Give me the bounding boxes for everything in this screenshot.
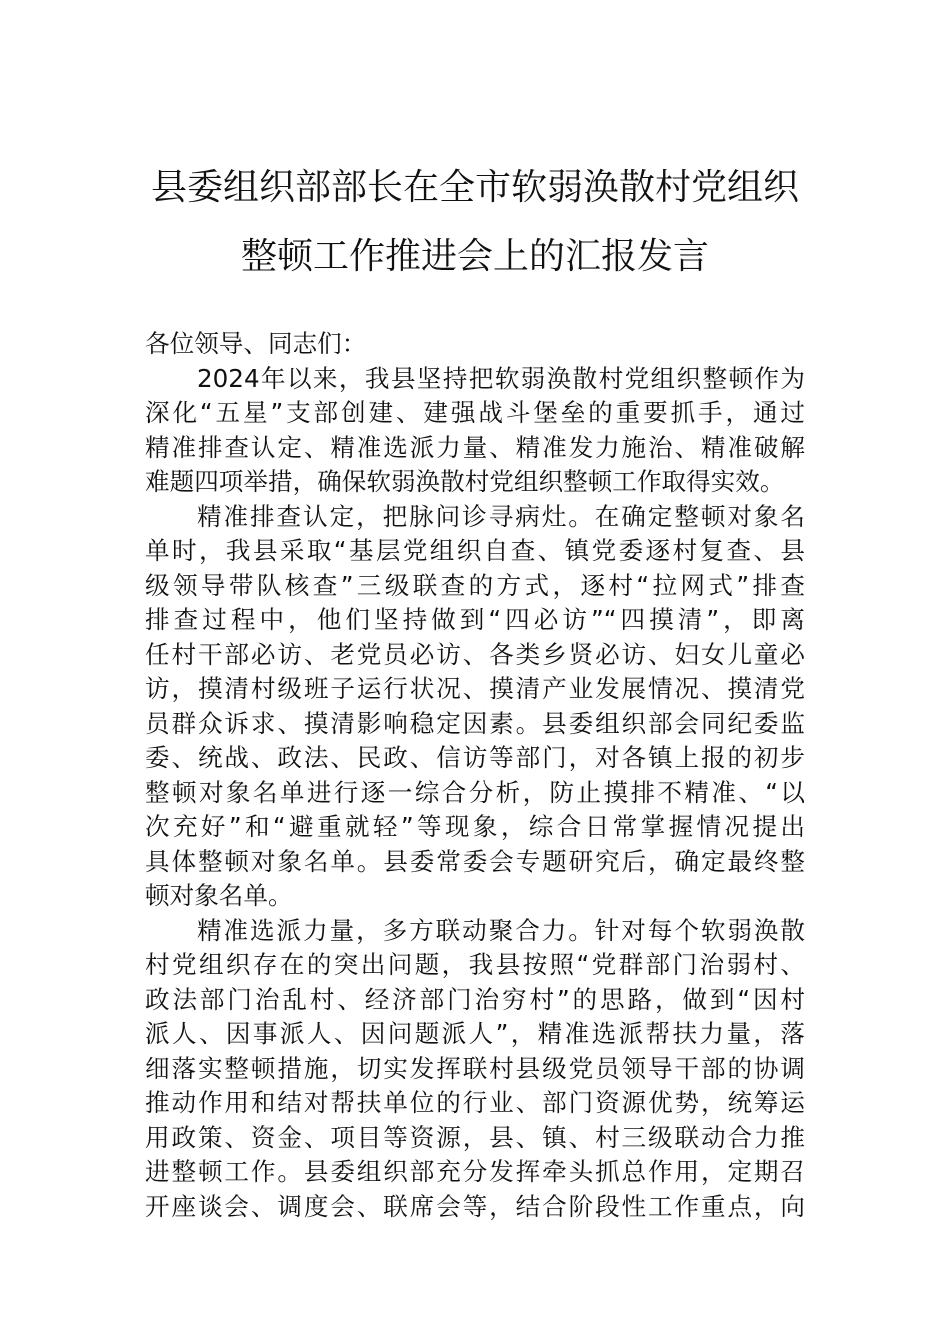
body-text-line: 精准排查认定、精准选派力量、精准发力施治、精准破解: [145, 432, 805, 462]
document-title-line-1: 县委组织部部长在全市软弱涣散村党组织: [150, 167, 799, 208]
body-text-line: 推动作用和结对帮扶单位的行业、部门资源优势，统筹运: [145, 1088, 805, 1117]
body-text-line: 用政策、资金、项目等资源，县、镇、村三级联动合力推: [145, 1122, 805, 1152]
body-text-line: 顿对象名单。: [145, 881, 293, 910]
body-text-line: 委、统战、政法、民政、信访等部门，对各镇上报的初步: [145, 743, 805, 772]
body-text-line: 任村干部必访、老党员必访、各类乡贤必访、妇女儿童必: [145, 639, 805, 669]
body-text-line: 级领导带队核查”三级联查的方式，逐村“拉网式”排查: [145, 570, 805, 600]
document-body: [145, 327, 805, 1224]
body-text-line: 精准选派力量，多方联动聚合力。针对每个软弱涣散: [197, 915, 805, 945]
body-text-line: 排查过程中，他们坚持做到“四必访”“四摸清”，即离: [145, 605, 805, 634]
body-text-line: 开座谈会、调度会、联席会等，结合阶段性工作重点，向: [145, 1191, 805, 1221]
body-text-line: 派人、因事派人、因问题派人”，精准选派帮扶力量，落: [145, 1019, 805, 1048]
body-text-line: 细落实整顿措施，切实发挥联村县级党员领导干部的协调: [145, 1053, 805, 1083]
body-text-line: 精准排查认定，把脉问诊寻病灶。在确定整顿对象名: [197, 501, 805, 531]
document-title-line-2: 整顿工作推进会上的汇报发言: [240, 236, 709, 277]
body-text-line: 难题四项举措，确保软弱涣散村党组织整顿工作取得实效。: [145, 467, 785, 496]
body-text-line: 访，摸清村级班子运行状况、摸清产业发展情况、摸清党: [145, 674, 805, 703]
body-text-line: 村党组织存在的突出问题，我县按照“党群部门治弱村、: [145, 950, 805, 979]
body-text-line: 次充好”和“避重就轻”等现象，综合日常掌握情况提出: [145, 812, 805, 841]
body-text-line: 进整顿工作。县委组织部充分发挥牵头抓总作用，定期召: [145, 1157, 805, 1186]
body-text-line: 各位领导、同志们：: [145, 329, 367, 358]
body-text-line: 深化“五星”支部创建、建强战斗堡垒的重要抓手，通过: [145, 398, 805, 427]
body-text-line: 2024年以来，我县坚持把软弱涣散村党组织整顿作为: [197, 363, 805, 393]
body-text-line: 政法部门治乱村、经济部门治穷村”的思路，做到“因村: [145, 984, 805, 1014]
body-text-line: 员群众诉求、摸清影响稳定因素。县委组织部会同纪委监: [145, 708, 805, 738]
body-text-line: 整顿对象名单进行逐一综合分析，防止摸排不精准、“以: [145, 777, 805, 807]
body-text-line: 单时，我县采取“基层党组织自查、镇党委逐村复查、县: [145, 536, 805, 565]
body-text-line: 具体整顿对象名单。县委常委会专题研究后，确定最终整: [145, 846, 805, 876]
